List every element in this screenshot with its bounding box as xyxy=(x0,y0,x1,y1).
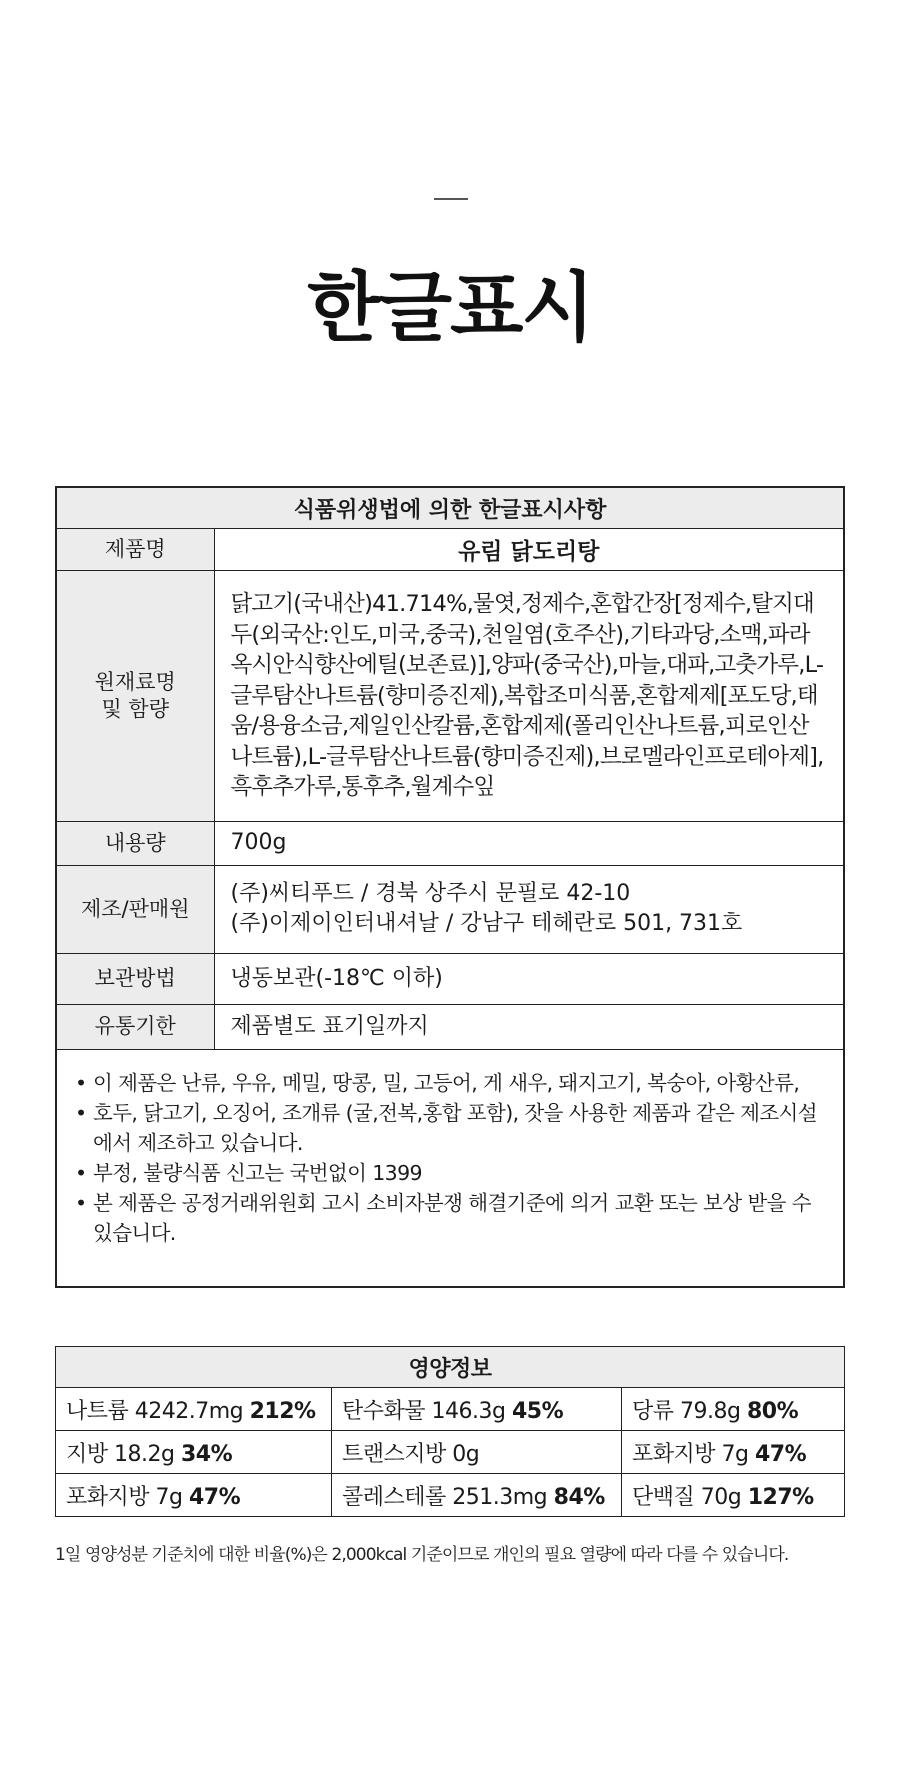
nutrition-header: 영양정보 xyxy=(56,1347,845,1388)
expiry-label: 유통기한 xyxy=(56,1004,214,1049)
nutrient-name: 트랜스지방 0g xyxy=(342,1441,480,1467)
nutrition-footnote: 1일 영양성분 기준치에 대한 비율(%)은 2,000kcal 기준이므로 개인의 필요 열량에 따라 다를 수 있습니다. xyxy=(55,1545,789,1565)
note-item: • 호두, 닭고기, 오징어, 조개류 (굴,전복,홍합 포함), 잣을 사용한 제품과 같은 제조시설에서 제조하고 있습니다. xyxy=(75,1098,825,1158)
nutrient-cell xyxy=(622,1474,845,1517)
note-item: • 본 제품은 공정거래위원회 고시 소비자분쟁 해결기준에 의거 교환 또는 보상 받을 수 있습니다. xyxy=(75,1188,825,1248)
storage-label: 보관방법 xyxy=(56,953,214,1004)
product-name: 유림 닭도리탕 xyxy=(214,529,844,571)
nutrient-name: 나트륨 4242.7mg xyxy=(66,1398,244,1424)
nutrient-name: 지방 18.2g xyxy=(66,1441,175,1467)
nutrient-cell xyxy=(622,1388,845,1431)
nutrient-name: 콜레스테롤 251.3mg xyxy=(342,1484,548,1510)
nutrient-percent: 212% xyxy=(249,1398,316,1424)
note-item: • 이 제품은 난류, 우유, 메밀, 땅콩, 밀, 고등어, 게 새우, 돼지고기, 복숭아, 아황산류, xyxy=(75,1068,825,1098)
ingredients-label: 원재료명 및 함량 xyxy=(56,571,214,822)
nutrient-name: 단백질 70g xyxy=(632,1484,742,1510)
expiry-value: 제품별도 표기일까지 xyxy=(214,1004,844,1049)
nutrient-percent: 34% xyxy=(180,1441,233,1467)
maker-line-2: (주)이제이인터내셔날 / 강남구 테헤란로 501, 731호 xyxy=(230,911,743,936)
nutrient-percent: 47% xyxy=(188,1484,241,1510)
nutrient-percent: 80% xyxy=(746,1398,799,1424)
nutrient-cell xyxy=(332,1474,622,1517)
page-title: 한글표시 xyxy=(307,263,593,352)
nutrient-cell xyxy=(56,1474,332,1517)
nutrient-percent: 47% xyxy=(754,1441,807,1467)
ingredients-text: 닭고기(국내산)41.714%,물엿,정제수,혼합간장[정제수,탈지대두(외국산:인도,미국,중국),천일염(호주산),기타과당,소맥,파라옥시안식향산에틸(보존료)],양파(중국산),마늘,대파,고춧가루,L-글루탐산나트륨(향미증진제),복합조미식품,혼합제제[포도당,태움/용융소금,제일인산칼륨,혼합제제(폴리인산나트륨,피로인산나트륨),L-글루탐산나트륨(향미증진제),브로멜라인프로테아제],흑후추가루,통후추,월계수잎 xyxy=(214,571,844,822)
maker-info xyxy=(214,865,844,953)
nutrient-cell xyxy=(332,1431,622,1474)
nutrient-cell xyxy=(56,1388,332,1431)
nutrient-name: 포화지방 7g xyxy=(632,1441,749,1467)
notes-section xyxy=(56,1049,844,1287)
nutrient-percent: 127% xyxy=(747,1484,814,1510)
maker-label: 제조/판매원 xyxy=(56,865,214,953)
nutrient-percent: 45% xyxy=(511,1398,564,1424)
food-label-table xyxy=(55,486,845,1288)
nutrient-cell xyxy=(622,1431,845,1474)
nutrient-cell xyxy=(332,1388,622,1431)
product-name-label: 제품명 xyxy=(56,529,214,571)
label-table-header: 식품위생법에 의한 한글표시사항 xyxy=(56,487,844,529)
note-item: • 부정, 불량식품 신고는 국번없이 1399 xyxy=(75,1158,825,1188)
nutrition-table xyxy=(55,1346,845,1517)
volume-label: 내용량 xyxy=(56,821,214,865)
nutrient-percent: 84% xyxy=(553,1484,605,1510)
storage-value: 냉동보관(-18℃ 이하) xyxy=(214,953,844,1004)
nutrient-name: 탄수화물 146.3g xyxy=(342,1398,506,1424)
maker-line-1: (주)씨티푸드 / 경북 상주시 문필로 42-10 xyxy=(230,881,631,906)
nutrient-name: 당류 79.8g xyxy=(632,1398,741,1424)
nutrient-cell xyxy=(56,1431,332,1474)
nutrient-name: 포화지방 7g xyxy=(66,1484,183,1510)
volume-value: 700g xyxy=(214,821,844,865)
title-divider xyxy=(434,198,468,200)
